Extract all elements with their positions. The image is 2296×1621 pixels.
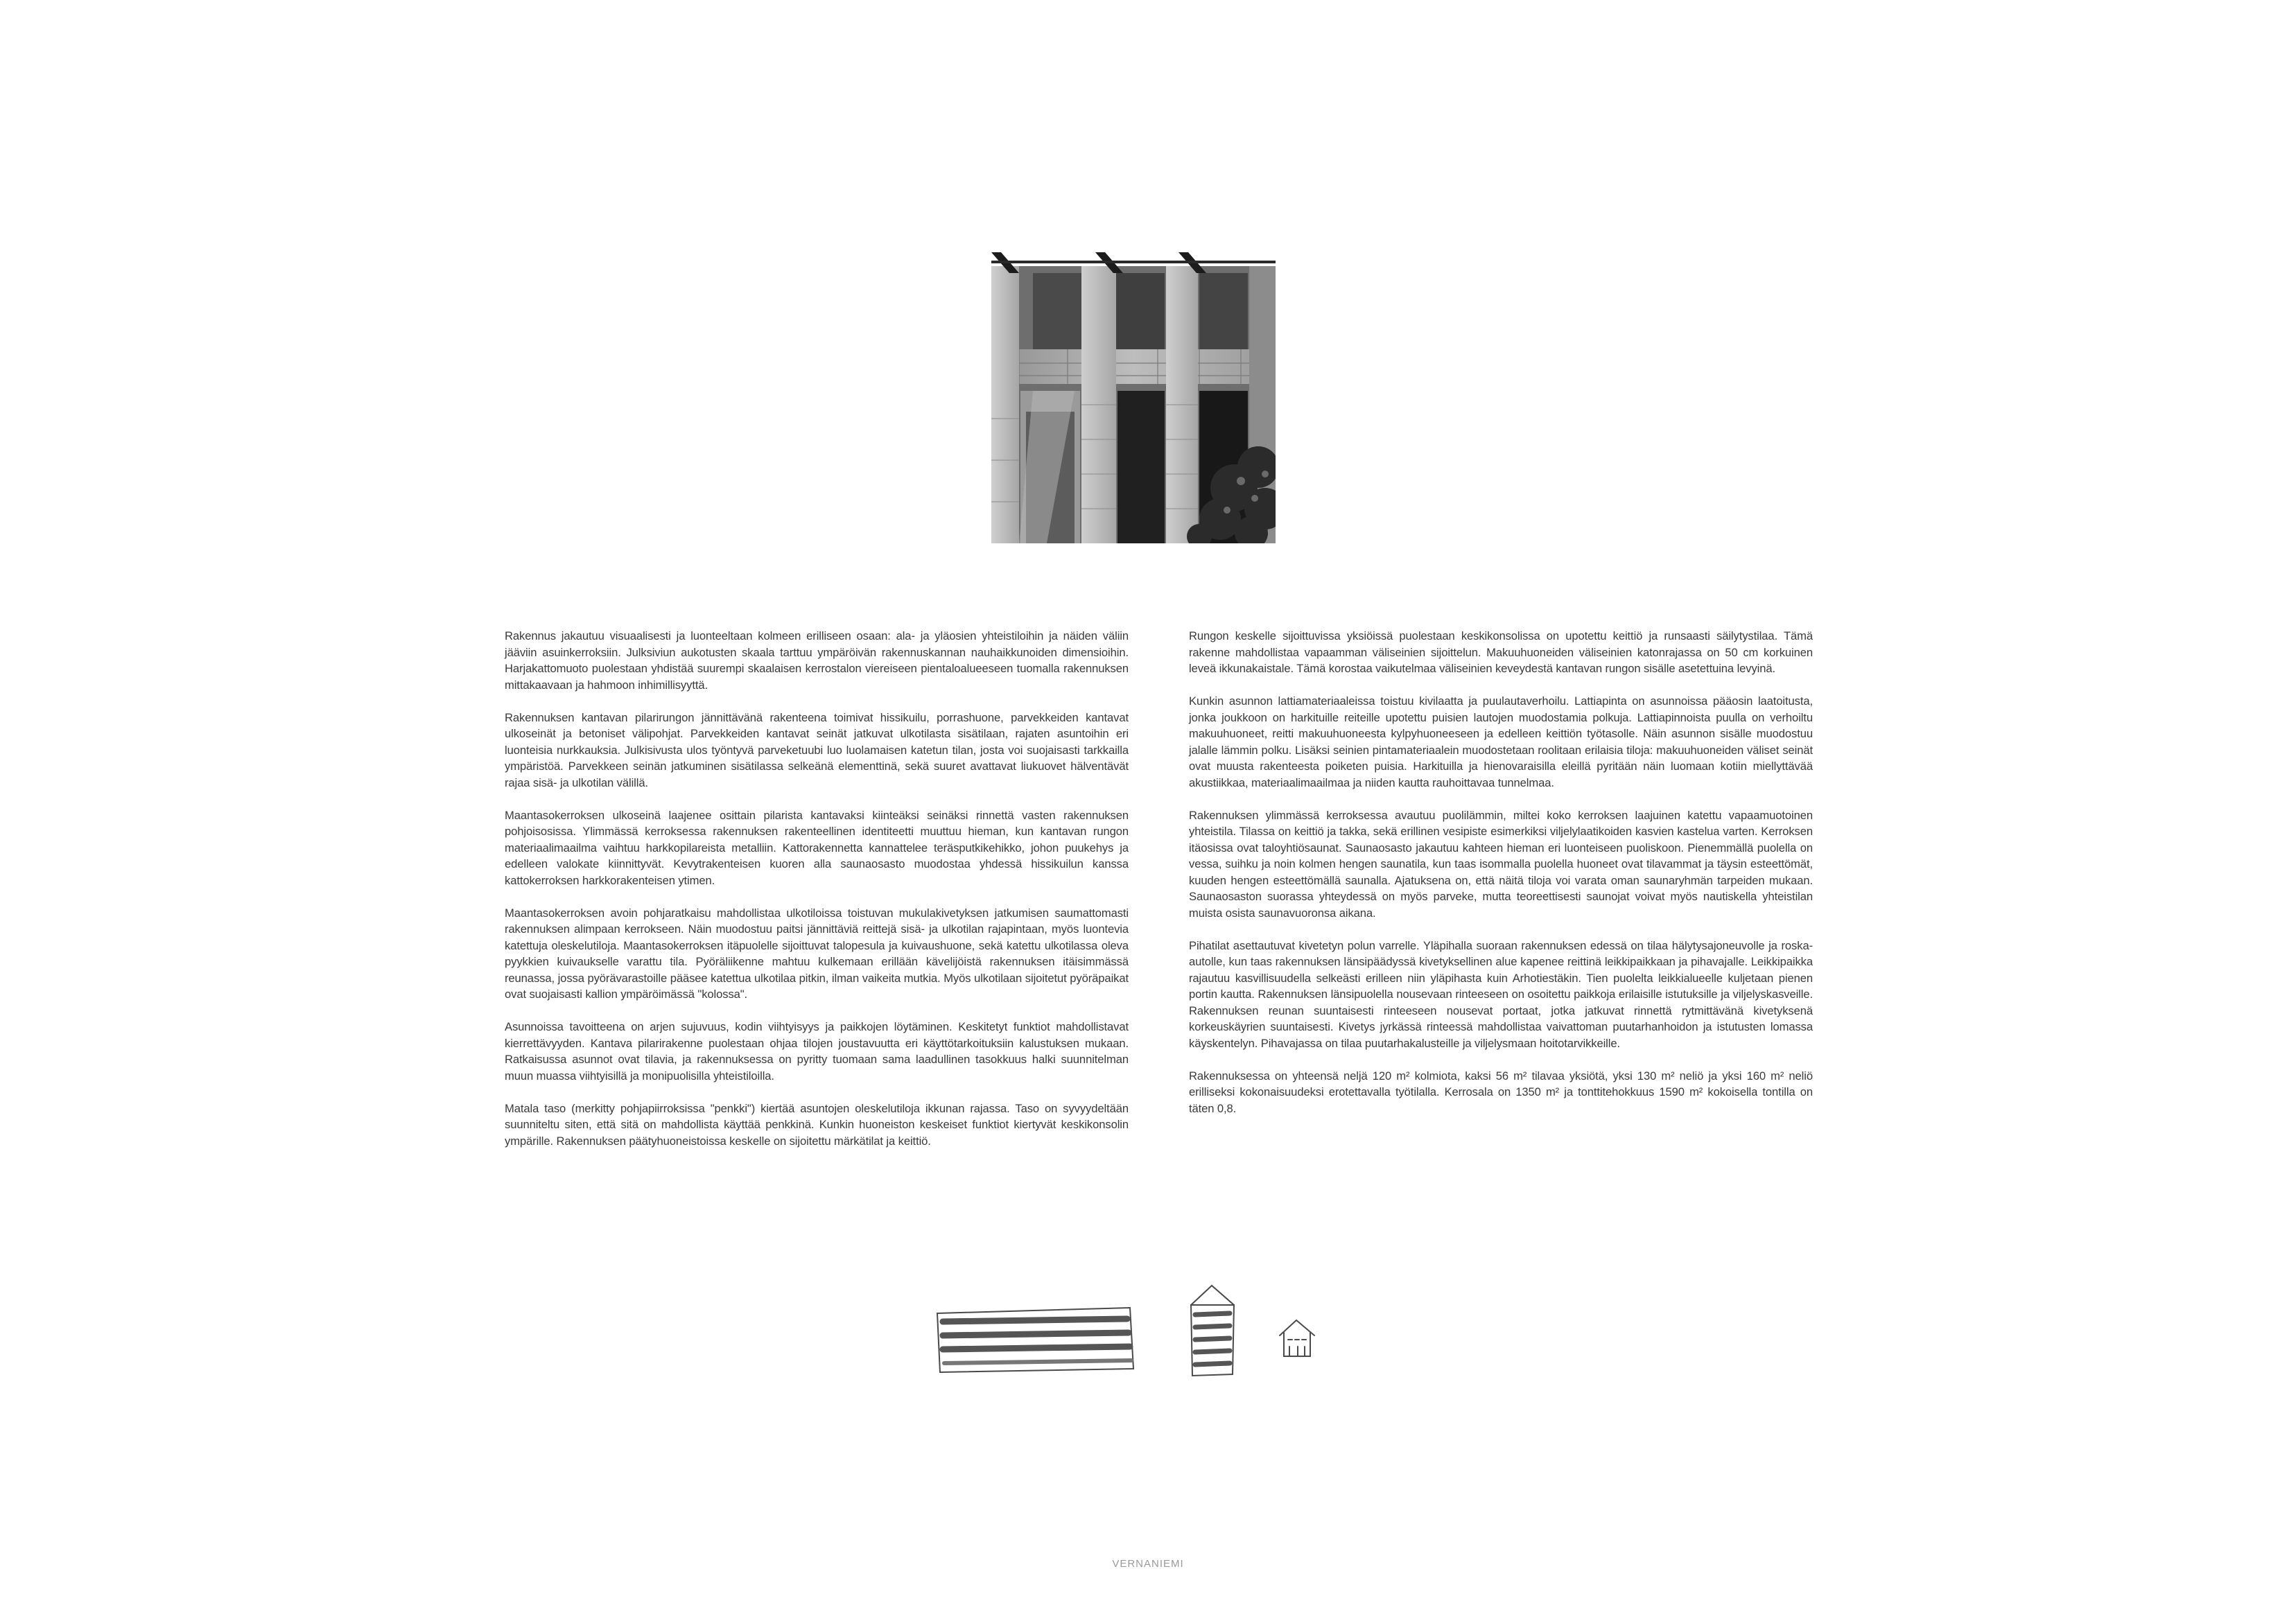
paragraph: Maantasokerroksen avoin pohjaratkaisu mahdollistaa ulkotiloissa toistuvan mukulakivetyksen jatkumisen saumattomasti rakennuksen alimpaan kerrokseen. Näin muodostuu paitsi jännittäviä reittejä sisä- ja ulkotilan rajapintaan, myös luontevia katettuja oleskelutiloja. Maantasokerroksen itäpuolelle sijoittuvat talopesula ja kuivaushuone, sekä katettu ulkotilassa oleva pyykkien kuivaukselle varattu tila. Pyöräliikenne mahtuu kulkemaan erillään kävelijöistä rakennuksen itäisimmässä reunassa, jossa pyörävarastoille pääsee katettua ulkotilaa pitkin, ilman vaikeita mutkia. Myös ulkotilaan sijoitetut pyöräpaikat ovat suojaisasti kallion ympäröimässä "kolossa". — [505, 906, 1129, 1001]
sketch-tower-building — [1191, 1286, 1234, 1376]
text-column-right — [1189, 628, 1813, 1133]
paragraph: Maantasokerroksen ulkoseinä laajenee osittain pilarista kantavaksi kiinteäksi seinäksi rinnettä vasten rakennuksen pohjoisosissa. Ylimmässä kerroksessa rakennuksen rakenteellinen identiteetti muuttuu hieman, kun kantavan rungon materiaalimaailma vaihtuu harkkopilareista metalliin. Kattorakennetta kannattelee teräsputkikehikko, johon puukehys ja edelleen valokate kiinnittyvät. Kevytrakenteisen kuoren alla saunaosasto muodostaa yhdessä hissikuilun kanssa kattokerroksen harkkorakenteisen ytimen. — [505, 808, 1129, 887]
building-photo — [991, 252, 1276, 543]
footer-title: VERNANIEMI — [1112, 1558, 1184, 1570]
paragraph: Rakennuksen ylimmässä kerroksessa avautuu puolilämmin, miltei koko kerroksen laajuinen katettu vapaamuotoinen yhteistila. Tilassa on keittiö ja takka, sekä erillinen vesipiste esimerkiksi viljelylaatikoiden kasvien kastelua varten. Kerroksen itäosissa ovat taloyhtiösaunat. Saunaosasto jakautuu kahteen hieman eri luonteiseen puoliskoon. Pienemmällä puolella on vessa, suihku ja noin kolmen hengen saunatila, kun taas isommalla puolella huoneet ovat tilavammat ja täysin esteettömät, kuuden hengen esteettömällä saunalla. Ajatuksena on, että näitä tiloja voi varata oman saunaryhmän tarpeiden mukaan. Saunaosaston suorassa yhteydessä on myös parveke, mutta teoreettisesti saunojat voivat myös nautiskella yhteistilan muista osista saunavuoronsa aikana. — [1189, 808, 1813, 920]
paragraph: Rakennuksessa on yhteensä neljä 120 m² kolmiota, kaksi 56 m² tilavaa yksiötä, yksi 130 m² neliö ja yksi 160 m² neliö erilliseksi kokonaisuudeksi erotettavalla työtilalla. Kerrosala on 1350 m² ja tonttitehokkuus 1590 m² kokoisella tontilla on täten 0,8. — [1189, 1069, 1813, 1115]
sketch-small-house — [1280, 1320, 1314, 1356]
paragraph: Kunkin asunnon lattiamateriaaleissa toistuu kivilaatta ja puulautaverhoilu. Lattiapinta on asunnoissa pääosin laatoitusta, jonka joukkoon on harkituille reiteille upotettu puisien lautojen muodostamia polkuja. Lattiapinnoista puulla on verhoiltu makuuhuoneet, reitti makuuhuoneesta kylpyhuoneeseen ja edelleen keittiön työtasolle. Näin asunnon sisälle muodostuu jalalle lämmin polku. Lisäksi seinien pintamateriaalein muodostetaan roolitaan erilaisia tiloja: makuuhuoneiden väliset seinät ovat muusta rakenteesta poiketen puisia. Harkituilla ja hienovaraisilla eleillä pyritään näin luomaan kotiin miellyttävää akustiikkaa, materiaalimaailmaa ja niiden kautta rauhoittavaa tunnelmaa. — [1189, 694, 1813, 789]
building-sketches — [929, 1272, 1345, 1383]
text-column-left — [505, 628, 1129, 1166]
paragraph: Asunnoissa tavoitteena on arjen sujuvuus, kodin viihtyisyys ja paikkojen löytäminen. Keskitetyt funktiot mahdollistavat kierrettävyyden. Kantava pilarirakenne puolestaan ohjaa tilojen joustavuutta eri käyttötarkoituksiin kalustuksen mukaan. Ratkaisussa asunnot ovat tilavia, ja rakennuksessa on pyritty tuomaan sama laadullinen tasokkuus halki suunnitelman muun muassa viihtyisillä ja monipuolisilla yhteistiloilla. — [505, 1020, 1129, 1083]
paragraph: Matala taso (merkitty pohjapiirroksissa "penkki") kiertää asuntojen oleskelutiloja ikkunan rajassa. Taso on syvyydeltään suunniteltu siten, että sitä on mahdollista käyttää penkkinä. Kunkin huoneiston keskeiset funktiot kiertyvät keskikonsolin ympärille. Rakennuksen päätyhuoneistoissa keskelle on sijoitettu märkätilat ja keittiö. — [505, 1101, 1129, 1148]
paragraph: Rungon keskelle sijoittuvissa yksiöissä puolestaan keskikonsolissa on upotettu keittiö ja runsaasti säilytystilaa. Tämä rakenne mahdollistaa vapaamman väliseinien sijoittelun. Makuuhuoneiden väliseinien katonrajassa on 50 cm korkuinen leveä ikkunakaistale. Tämä korostaa vaikutelmaa väliseinien keveydestä kantavan rungon sisälle asetettuina levyinä. — [1189, 629, 1813, 675]
paragraph: Pihatilat asettautuvat kivetetyn polun varrelle. Yläpihalla suoraan rakennuksen edessä on tilaa hälytysajoneuvolle ja roska-autolle, kun taas rakennuksen länsipäädyssä kivetyksellinen alue kapenee reittinä leikkipaikkaan ja pihavajalle. Leikkipaikka rajautuu kasvillisuudella selkeästi erilleen niin yläpihasta kuin Arhotiestäkin. Tien puolelta leikkialueelle kuljetaan pienen portin kautta. Rakennuksen länsipuolella nousevaan rinteeseen on osoitettu paikkoja erilaisille istutuksille ja viljelyskasveille. Rakennuksen reunan suuntaisesti rinteeseen nousevat portaat, jotka jatkuvat rinnettä rytmittävänä kivetyksenä korkeuskäyrien suuntaisesti. Kivetys jyrkässä rinteessä mahdollistaa vaivattoman puutarhanhoidon ja istutusten lomassa käyskentelyn. Pihavajassa on tilaa puutarhakalusteille ja viljelysmaan hoitotarvikkeille. — [1189, 938, 1813, 1050]
paragraph: Rakennuksen kantavan pilarirungon jännittävänä rakenteena toimivat hissikuilu, porrashuone, parvekkeiden kantavat ulkoseinät ja betoniset välipohjat. Parvekkeiden kantavat seinät jatkuvat ulkotilasta sisätilaan, rajaten asuntoihin eri luonteisia nurkkauksia. Julkisivusta ulos työntyvä parveketuubi luo luolamaisen katetun tilan, josta voi suojaisasti tarkkailla ympäristöä. Parvekkeen seinän jatkuminen sisätilassa selkeänä elementtinä, sekä suuret avattavat liukuovet hälventävät rajaa sisä- ja ulkotilan välillä. — [505, 710, 1129, 789]
sketch-wide-building — [937, 1308, 1133, 1372]
paragraph: Rakennus jakautuu visuaalisesti ja luonteeltaan kolmeen erilliseen osaan: ala- ja yläosien yhteistiloihin ja näiden väliin jääviin asuinkerroksiin. Julksiviun aukotusten skaala tarttuu ympäröivän rakennuskannan nauhaikkunoiden dimensioihin. Harjakattomuoto puolestaan yhdistää suurempi skaalaisen kerrostalon viereiseen pientaloalueeseen tuomalla rakennuksen mittakaavaan ja hahmoon inhimillisyyttä. — [505, 629, 1129, 692]
